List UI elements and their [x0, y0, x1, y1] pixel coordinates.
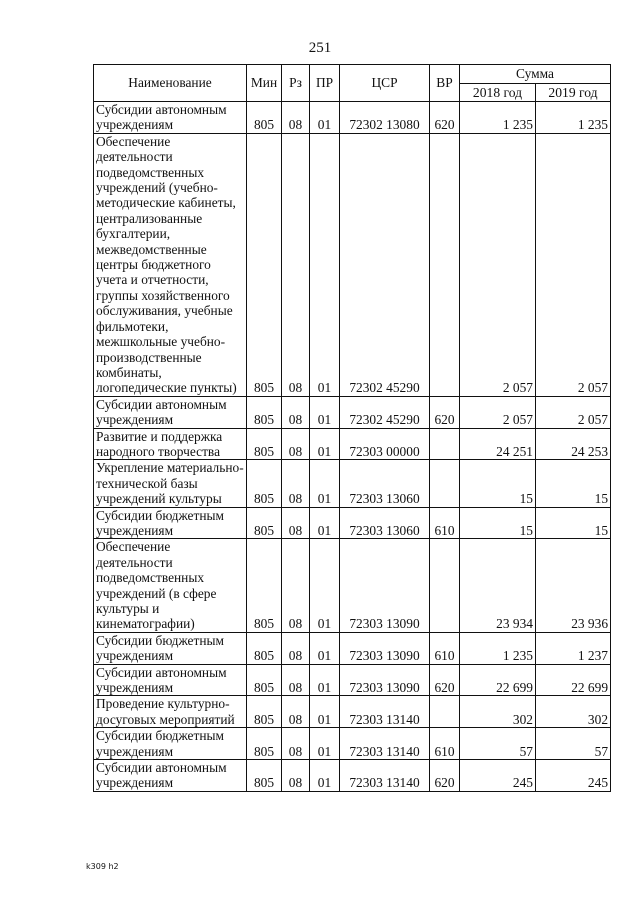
cell-min: 805 — [247, 428, 282, 460]
table-row — [94, 696, 611, 728]
cell-pr: 01 — [310, 664, 340, 696]
cell-pr: 01 — [310, 507, 340, 539]
table-row — [94, 539, 611, 632]
cell-csr: 72303 13140 — [340, 728, 430, 760]
cell-rz: 08 — [282, 507, 310, 539]
cell-csr: 72302 45290 — [340, 133, 430, 396]
cell-sum-2018: 23 934 — [460, 539, 536, 632]
cell-sum-2018: 22 699 — [460, 664, 536, 696]
cell-vr — [430, 428, 460, 460]
cell-name: Субсидии автономным учреждениям — [94, 760, 247, 792]
cell-name: Субсидии бюджетным учреждениям — [94, 632, 247, 664]
cell-min: 805 — [247, 760, 282, 792]
table-row — [94, 507, 611, 539]
cell-pr: 01 — [310, 133, 340, 396]
cell-vr — [430, 460, 460, 507]
cell-vr: 610 — [430, 632, 460, 664]
table-body — [94, 102, 611, 792]
cell-csr: 72303 00000 — [340, 428, 430, 460]
cell-csr: 72302 13080 — [340, 102, 430, 134]
cell-sum-2019: 22 699 — [536, 664, 611, 696]
table-row — [94, 664, 611, 696]
cell-min: 805 — [247, 632, 282, 664]
cell-name: Обеспечение деятельности подведомственных учреждений (учебно-методические кабинеты, централизованные бухгалтерии, межведомственные центры бюджетного учета и отчетности, группы хозяйственного обслуживания, учебные фильмотеки, межшкольные учебно-производственные комбинаты, логопедические пункты) — [94, 133, 247, 396]
table-row — [94, 428, 611, 460]
cell-sum-2018: 1 235 — [460, 102, 536, 134]
cell-sum-2019: 57 — [536, 728, 611, 760]
cell-sum-2018: 245 — [460, 760, 536, 792]
cell-min: 805 — [247, 133, 282, 396]
page-number: 251 — [308, 40, 332, 56]
cell-name: Субсидии автономным учреждениям — [94, 664, 247, 696]
cell-min: 805 — [247, 539, 282, 632]
cell-vr: 620 — [430, 396, 460, 428]
budget-table — [93, 64, 611, 792]
cell-pr: 01 — [310, 102, 340, 134]
cell-rz: 08 — [282, 428, 310, 460]
cell-rz: 08 — [282, 396, 310, 428]
cell-pr: 01 — [310, 460, 340, 507]
cell-vr: 610 — [430, 728, 460, 760]
cell-csr: 72303 13090 — [340, 664, 430, 696]
cell-rz: 08 — [282, 133, 310, 396]
cell-sum-2019: 24 253 — [536, 428, 611, 460]
cell-vr: 620 — [430, 760, 460, 792]
cell-pr: 01 — [310, 539, 340, 632]
cell-rz: 08 — [282, 539, 310, 632]
cell-pr: 01 — [310, 428, 340, 460]
cell-rz: 08 — [282, 632, 310, 664]
cell-name: Укрепление материально-технической базы учреждений культуры — [94, 460, 247, 507]
cell-name: Проведение культурно-досуговых мероприятий — [94, 696, 247, 728]
cell-name: Субсидии бюджетным учреждениям — [94, 507, 247, 539]
cell-vr: 620 — [430, 664, 460, 696]
cell-min: 805 — [247, 728, 282, 760]
cell-csr: 72303 13060 — [340, 460, 430, 507]
cell-name: Субсидии автономным учреждениям — [94, 396, 247, 428]
table-row — [94, 133, 611, 396]
footer-code: k309 h2 — [86, 862, 119, 871]
header-year-2019: 2019 год — [536, 84, 611, 102]
cell-sum-2018: 57 — [460, 728, 536, 760]
cell-name: Субсидии бюджетным учреждениям — [94, 728, 247, 760]
cell-vr: 620 — [430, 102, 460, 134]
header-rz: Рз — [282, 65, 310, 102]
table-row — [94, 728, 611, 760]
cell-sum-2019: 15 — [536, 460, 611, 507]
header-year-2018: 2018 год — [460, 84, 536, 102]
table-row — [94, 460, 611, 507]
table-row — [94, 102, 611, 134]
cell-pr: 01 — [310, 696, 340, 728]
cell-sum-2019: 15 — [536, 507, 611, 539]
cell-name: Субсидии автономным учреждениям — [94, 102, 247, 134]
table-row — [94, 632, 611, 664]
header-sum: Сумма — [460, 65, 611, 84]
cell-vr — [430, 539, 460, 632]
cell-csr: 72303 13060 — [340, 507, 430, 539]
cell-vr — [430, 696, 460, 728]
cell-sum-2019: 2 057 — [536, 396, 611, 428]
cell-min: 805 — [247, 664, 282, 696]
cell-csr: 72303 13140 — [340, 696, 430, 728]
cell-sum-2019: 302 — [536, 696, 611, 728]
cell-vr: 610 — [430, 507, 460, 539]
cell-rz: 08 — [282, 696, 310, 728]
cell-name: Обеспечение деятельности подведомственных учреждений (в сфере культуры и кинематографии) — [94, 539, 247, 632]
cell-rz: 08 — [282, 728, 310, 760]
table-row — [94, 396, 611, 428]
cell-csr: 72303 13140 — [340, 760, 430, 792]
cell-pr: 01 — [310, 760, 340, 792]
cell-min: 805 — [247, 460, 282, 507]
cell-csr: 72302 45290 — [340, 396, 430, 428]
cell-csr: 72303 13090 — [340, 539, 430, 632]
header-name: Наименование — [94, 65, 247, 102]
cell-sum-2018: 302 — [460, 696, 536, 728]
cell-sum-2018: 15 — [460, 507, 536, 539]
header-pr: ПР — [310, 65, 340, 102]
cell-sum-2019: 1 235 — [536, 102, 611, 134]
cell-rz: 08 — [282, 664, 310, 696]
cell-csr: 72303 13090 — [340, 632, 430, 664]
cell-sum-2018: 24 251 — [460, 428, 536, 460]
cell-min: 805 — [247, 696, 282, 728]
cell-sum-2018: 2 057 — [460, 133, 536, 396]
cell-sum-2019: 2 057 — [536, 133, 611, 396]
cell-sum-2018: 1 235 — [460, 632, 536, 664]
cell-sum-2018: 15 — [460, 460, 536, 507]
table-header — [94, 65, 611, 102]
cell-pr: 01 — [310, 632, 340, 664]
cell-rz: 08 — [282, 102, 310, 134]
cell-sum-2018: 2 057 — [460, 396, 536, 428]
table-row — [94, 760, 611, 792]
header-csr: ЦСР — [340, 65, 430, 102]
cell-min: 805 — [247, 102, 282, 134]
cell-pr: 01 — [310, 728, 340, 760]
cell-sum-2019: 1 237 — [536, 632, 611, 664]
cell-pr: 01 — [310, 396, 340, 428]
header-vr: ВР — [430, 65, 460, 102]
cell-rz: 08 — [282, 460, 310, 507]
cell-sum-2019: 23 936 — [536, 539, 611, 632]
cell-min: 805 — [247, 396, 282, 428]
cell-rz: 08 — [282, 760, 310, 792]
header-min: Мин — [247, 65, 282, 102]
cell-vr — [430, 133, 460, 396]
cell-sum-2019: 245 — [536, 760, 611, 792]
cell-min: 805 — [247, 507, 282, 539]
cell-name: Развитие и поддержка народного творчества — [94, 428, 247, 460]
